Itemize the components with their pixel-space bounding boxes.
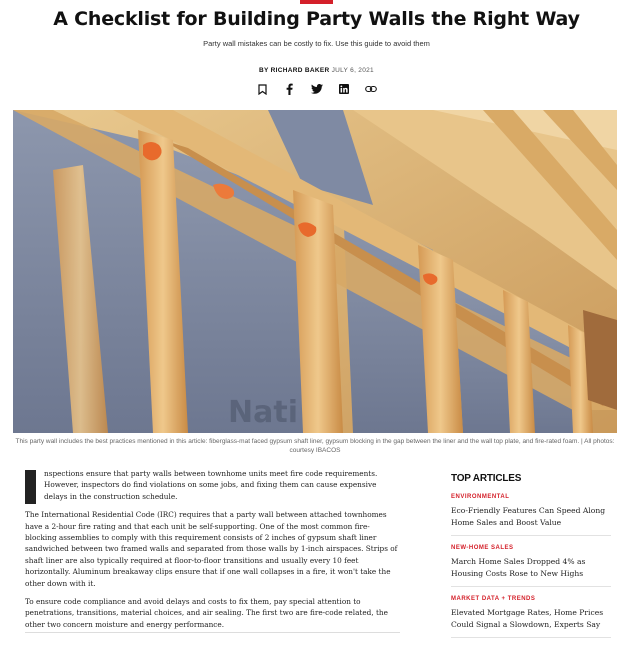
sidebar-article-category[interactable]: MARKET DATA + TRENDS [451,596,536,602]
article-paragraph-2: The International Residential Code (IRC) requires that a party wall between attached townhomes have a 2-hour fire rating and that each unit be self-supporting. One of the most common fire-blocking assemblies to comply with this requirement consists of 2 inches of gypsum shaft liner sandwiched between two framed walls and separated from those walls by 1-inch airspaces. Strips of shaft liner are also typically required at floor-to-floor transitions and usually every 10 feet horizontally. Aluminum breakaway clips ensure that if one wall collapses in a fire, it won't take the other down with it. [25,510,398,588]
article-paragraph-1-text: nspections ensure that party walls between townhome units meet fire code requirements. However, inspectors do find violations on some jobs, and fixing them can cause expensive delays in the construction schedule. [44,469,378,501]
photo-caption: This party wall includes the best practices mentioned in this article: fiberglass-mat faced gypsum shaft liner, gypsum blocking in the gap between the liner and the wall top plate, and fire-rated foam. | All photos: courtesy IBACOS [15,438,615,454]
sidebar-article-title[interactable]: March Home Sales Dropped 4% as Housing Costs Rose to New Highs [451,557,586,578]
title-accent-bar [300,0,333,4]
sidebar-article[interactable] [451,494,611,536]
facebook-icon[interactable] [282,82,296,96]
publish-date: JULY 6, 2021 [331,67,374,74]
twitter-icon[interactable] [310,82,324,96]
liner-brand-watermark: Nati [228,395,298,430]
party-wall-photo-illustration [13,110,617,433]
sidebar-article-category[interactable]: ENVIRONMENTAL [451,494,510,500]
article-body [25,468,400,637]
article-subtitle: Party wall mistakes can be costly to fix. Use this guide to avoid them [203,39,430,48]
bookmark-icon[interactable] [255,82,269,96]
sidebar-article[interactable] [451,596,611,638]
top-articles-sidebar [451,473,611,647]
linkedin-icon[interactable] [337,82,351,96]
article-paragraph-3: To ensure code compliance and avoid delays and costs to fix them, pay special attention to penetrations, transitions, material choices, and air sealing. The first two are fire-code related, the other two concern moisture and energy performance. [25,597,388,629]
article-divider [25,632,400,633]
sidebar-heading: TOP ARTICLES [451,473,522,484]
dropcap-I [25,470,36,504]
hero-photo [13,110,617,433]
sidebar-article-title[interactable]: Elevated Mortgage Rates, Home Prices Could Signal a Slowdown, Experts Say [451,608,604,629]
sidebar-article[interactable] [451,545,611,587]
sidebar-article-category[interactable]: NEW-HOME SALES [451,545,514,551]
byline [0,67,633,74]
author-name[interactable]: BY RICHARD BAKER [259,67,330,74]
sidebar-article-title[interactable]: Eco-Friendly Features Can Speed Along Home Sales and Boost Value [451,506,606,527]
article-paragraph-1 [25,468,400,502]
article-title: A Checklist for Building Party Walls the Right Way [53,8,580,30]
share-bar [255,81,378,97]
link-icon[interactable] [364,82,378,96]
